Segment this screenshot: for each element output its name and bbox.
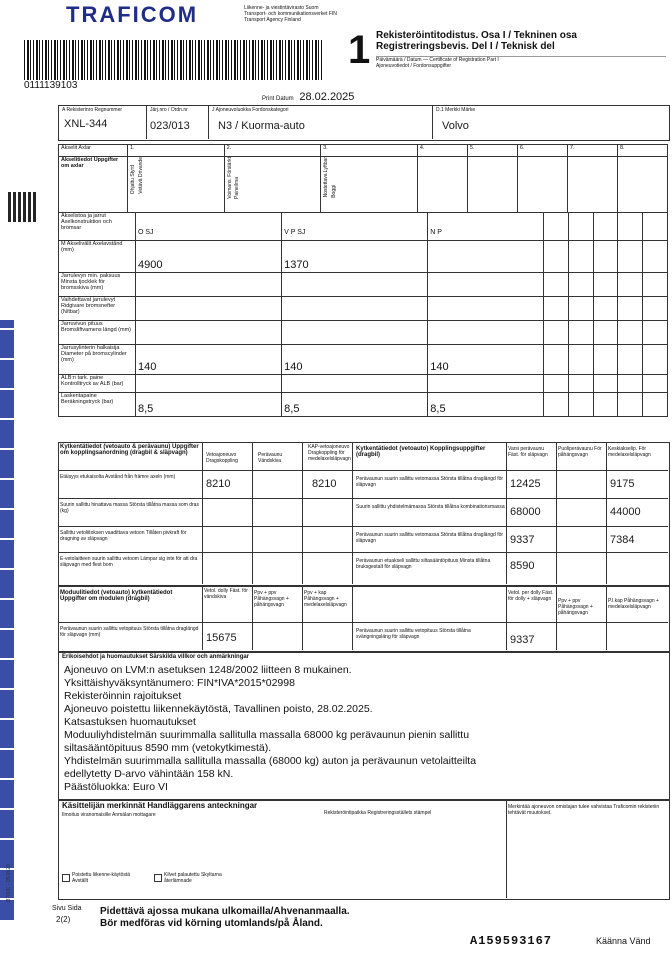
coupling-row-label: Sallittu vetoliitoksen vaadittava vetoon Tillåten pivkraft för dragning av släpvagn [60,530,187,542]
modular-header-right: Vetol. per dolly Fäst. för dolly + släpvagn [508,590,554,602]
axle-sub-header: Voimans. Förstärkt Paineilma [224,157,321,213]
axle-cell [282,297,428,321]
left-form-code: B700C - 05/2023 [5,864,12,902]
coupling-row-label-right: Perävaunun suurin sallittu vetomassa Största tillåtna draglängd för släpvagn [356,476,504,488]
agency-lines [244,5,354,23]
axle-cell: N P [428,213,544,241]
axle-row [59,345,668,375]
axle-cell [618,393,643,417]
page-label: Sivu Sida [52,905,82,912]
axle-cell [593,213,618,241]
remarks-text [64,664,664,794]
axle-col: 8. [617,145,667,157]
axle-cell: 140 [282,345,428,375]
coupling-row-label: E-vetolaitteen suurin sallittu vetoom Lämpar sig inte för att dra släpvagn med flest bom [60,556,198,568]
axle-cell [428,375,544,393]
axle-cell: 8,5 [136,393,282,417]
axle-row-label: Jarrusylinterin halkaisija Diameter på bromscylinder (mm) [59,345,136,375]
axle-cell [593,393,618,417]
coupling-value: 8210 [206,478,231,490]
axle-row [59,241,668,273]
axle-sub-header: Nostettava Lyftbar Boggi [321,157,418,213]
axle-row-label: Vaihdettavat jarrulevyt Ridgivare bromsnefter (N/tbar) [59,297,136,321]
axle-cell [568,321,593,345]
axle-row [59,297,668,321]
agency-line: Transport Agency Finland [244,17,301,23]
title-line-1: Rekisteröintitodistus. Osa I / Tekninen osa [376,30,577,41]
axle-cell [643,345,668,375]
coupling-col-header: Vetoajoneuvo Dragskoppling [206,452,238,464]
modular-header-right: Ppv + ppv Påhängsvagn + påhängsvagn [558,598,593,616]
axle-cell [544,213,569,241]
reg-center-label: Rekisteröintipaikka Registreringsställets stämpel [324,810,432,816]
axle-cell [568,297,593,321]
axle-cell [618,213,643,241]
checkbox-plates-returned[interactable] [154,874,162,882]
axle-cell [618,297,643,321]
coupling-value-right: 9337 [510,534,535,546]
axle-cell [136,273,282,297]
axle-row-label: Jarruvivun pituus Bromsliftvamens längd (mm) [59,321,136,345]
axle-cell [136,297,282,321]
barcode [24,40,324,80]
axle-row [59,213,668,241]
axle-cell [544,273,569,297]
coupling-title: Kytkentätiedot (vetoauto & perävaunu) Uppgifter om kopplingsanordning (dragbil & släpvagn) [60,444,199,456]
axle-cell: 1370 [282,241,428,273]
axle-cell [568,345,593,375]
handler-notes-sub: Ilmoitus viranomaisille Anmälan mottagare [62,812,156,818]
axle-cell [643,241,668,273]
axle-cell [618,375,643,393]
axle-col: 3. [321,145,418,157]
axle-cell [136,321,282,345]
security-stripe [0,320,14,920]
modular-value: 15675 [206,632,237,644]
coupling-row-label: Suurin sallittu hinattava massa Största tillåtna massa som dras (kg) [60,502,199,514]
turn-page: Käänna Vänd [596,936,651,946]
axle-cell [428,297,544,321]
remark-line: Ajoneuvo on LVM:n asetuksen 1248/2002 liitteen 8 mukainen. [64,664,352,676]
agency-line: Liikenne- ja viestintävirasto Suom [244,5,319,11]
coupling-value: 8210 [312,478,337,490]
axle-row [59,321,668,345]
axle-cell [568,393,593,417]
vehicle-category: N3 / Kuorma-auto [218,120,305,132]
axle-cell: 4900 [136,241,282,273]
axle-cell [593,241,618,273]
coupling-value-right: 44000 [610,506,641,518]
checkbox-plates-label: Kilvet palautettu Skyltarna återlämnade [164,872,222,884]
coupling-col-header: KAP-vetoajoneuvo Dragkoppling för medelaxelsläpvagn [308,444,351,462]
coupling-value-right: 7384 [610,534,635,546]
axle-cell [282,375,428,393]
agency-line: Transport- och kommunikationsverket FIN [244,11,337,17]
axle-header: Akselit Axlar [59,145,128,157]
axle-row [59,375,668,393]
axle-row-label: M Akselivälit Axelavstånd (mm) [59,241,136,273]
checkbox-deregistered[interactable] [62,874,70,882]
modular-header: Ppv + kap Påhängsvagn + medelaxelsläpvagn [304,590,347,608]
coupling-row-label-right: Perävaunun suurin sallittu vetomassa Största tillåtna draglängd för släpvagn [356,532,504,544]
axle-cell [568,213,593,241]
part-number: 1 [348,28,371,72]
remark-line: Yksittäishyväksyntänumero: FIN*IVA*2015*02998 [64,677,295,689]
order-number: 023/013 [150,120,190,132]
axle-cell [593,375,618,393]
modular-row-label-right: Perävaunun suurin sallittu vetopituus Största tillåtna svängningsläng för släpvagn [356,628,471,640]
axle-row [59,273,668,297]
coupling-col-header: Perävaunu Vändskiva [258,452,283,464]
axle-col: 1. [128,145,225,157]
axle-cell [568,375,593,393]
order-number-label: Järj.nro / Ordn.nr [150,107,188,113]
axle-cell [593,321,618,345]
modular-value-right: 9337 [510,634,535,646]
remark-line: Päästöluokka: Euro VI [64,781,168,793]
axle-sub-header: Ohjattu Styrd Vetävä Drivande [128,157,225,213]
axle-cell [544,297,569,321]
page-number: 2(2) [56,915,71,924]
modular-row-label: Perävaunun suurin sallittu vetopituus Största tillåtna draglängd för släpvagn (mm) [60,626,199,638]
axle-row-label: Jarrulevyn min. paksuus Minsta tjocklek för bromsskiva (mm) [59,273,136,297]
axle-cell [618,241,643,273]
coupling-col-header-2: Varsi perävaunu Fäst. för släpvagn [508,446,548,458]
axle-row [59,393,668,417]
carry-instruction-sv: Bör medföras vid körning utomlands/på Åland. [100,918,323,929]
modular-header: Vetol. dolly Fäst. för vändskiva [204,588,248,600]
axle-col: 6. [517,145,567,157]
axle-data-table [58,212,668,417]
remark-line: Ajoneuvo poistettu liikennekäytöstä, Tavallinen poisto, 28.02.2025. [64,703,373,715]
axle-cell: 140 [428,345,544,375]
axle-cell [643,393,668,417]
vehicle-make: Volvo [442,120,469,132]
coupling-col-header-2: Keskiakselip. För medelaxelsläpvagn [608,446,651,458]
coupling-row-label-right: Perävaunun etuakseli sallittu siltasääntöpituus Minsta tillåtna bruksgestalt för släpvagn [356,558,491,570]
notes-right-text: Merkintää ajoneuvon omistajan tulee vahvistaa Traficomin rekisteriin tehtävät muutokset. [508,804,660,816]
axle-cell [544,345,569,375]
axle-cell [593,345,618,375]
remark-line: edellytetty D-arvo vähintään 158 kN. [64,768,234,780]
axle-cell [643,213,668,241]
remark-line: siltasääntöpituus 8590 mm (vetokytkimestä). [64,742,272,754]
axle-cell [282,273,428,297]
reg-number-label: A Rekisterinro Regnummer [62,107,123,113]
axle-cell: 8,5 [428,393,544,417]
axle-cell [544,321,569,345]
axle-row-label: ALB:n tark. paine Kontrolltryck av ALB (bar) [59,375,136,393]
coupling-row-label-right: Suurin sallittu yhdistelmämassa Största tillåtna kombinationsmassa [356,504,505,510]
axle-col: 5. [467,145,517,157]
axle-cell [643,321,668,345]
axle-cell [618,345,643,375]
axle-cell [136,375,282,393]
remarks-title: Erikoisehdot ja huomautukset Särskilda villkor och anmärkningar [62,654,250,660]
axle-cell [282,321,428,345]
axle-cell: V P SJ [282,213,428,241]
axle-table [58,144,668,213]
coupling-col-header-2: Puoliperävaunu För påhängsvagn [558,446,602,458]
axle-col: 7. [567,145,617,157]
print-date-value: 28.02.2025 [299,91,355,103]
axle-cell [618,321,643,345]
handler-notes-title: Käsittelijän merkinnät Handläggarens anteckningar [62,801,258,810]
remark-line: Rekisteröinnin rajoitukset [64,690,182,702]
modular-title: Moduulitiedot (vetoauto) kytkentätiedot Uppgifter om modulen (dragbil) [60,590,173,602]
category-label: J Ajoneuvoluokka Fordonskategori [212,107,289,113]
make-label: D.1 Merkki Märke [436,107,476,113]
axle-row-label: Laskentapaine Beräkningstryck (bar) [59,393,136,417]
coupling-value-right: 9175 [610,478,635,490]
reg-number: XNL-344 [64,118,108,130]
axle-cell [544,241,569,273]
axle-cell [593,297,618,321]
title-line-2: Registreringsbevis. Del I / Teknisk del [376,41,555,52]
coupling-value-right: 8590 [510,560,535,572]
qr-code [8,192,38,222]
axle-cell [428,241,544,273]
modular-header: Ppv + ppv Påhängsvagn + påhängsvagn [254,590,289,608]
print-date-label: Print Datum [262,96,294,102]
axle-row-label: Akselistoa ja jarrut Axelkonstruktion och bromsar [59,213,136,241]
traficom-logo: TRAFICOM [66,2,199,27]
axle-cell: 140 [136,345,282,375]
axle-cell: 8,5 [282,393,428,417]
axle-col: 2. [224,145,321,157]
axle-section-title: Akselitiedot Uppgifter om axlar [59,157,128,213]
print-date [262,91,355,103]
axle-cell [544,375,569,393]
axle-cell: O SJ [136,213,282,241]
remark-line: Moduuliyhdistelmän suurimmalla sallitulla massalla 68000 kg perävaunun pienin sallittu [64,729,470,741]
axle-cell [428,273,544,297]
axle-cell [544,393,569,417]
axle-cell [643,273,668,297]
axle-cell [428,321,544,345]
axle-cell [643,375,668,393]
axle-cell [618,273,643,297]
axle-col: 4. [417,145,467,157]
coupling-value-right: 12425 [510,478,541,490]
axle-cell [568,273,593,297]
serial-number: A159593167 [470,934,553,948]
coupling-row-label: Etäisyys etukaisolta Avstånd från främre axeln (mm) [60,474,176,480]
document-title [376,30,666,52]
coupling-value-right: 68000 [510,506,541,518]
carry-instruction-fi: Pidettävä ajossa mukana ulkomailla/Ahvenanmaalla. [100,906,350,917]
axle-cell [593,273,618,297]
axle-cell [568,241,593,273]
header-info-block: Päivämäärä / Datum — Certificate of Registration Part I Ajoneuvotiedot / Fordonsuppgifter [376,56,666,105]
barcode-number: 0111139103 [24,80,78,91]
axle-cell [643,297,668,321]
coupling-title-2: Kytkentätiedot (vetoauto) Kopplingsuppgifter (dragbil) [356,446,486,458]
remark-line: Yhdistelmän suurimmalla sallitulla massalla (68000 kg) auton ja perävaunun vetolaitteilta [64,755,477,767]
axle-rows [58,212,668,417]
remark-line: Katsastuksen huomautukset [64,716,196,728]
checkbox-deregistered-label: Poistettu liikenne-käytöstä Avställt [72,872,131,884]
modular-header-right: P.l.kap Påhängsvagn + medelaxelsläpvagn [608,598,659,610]
